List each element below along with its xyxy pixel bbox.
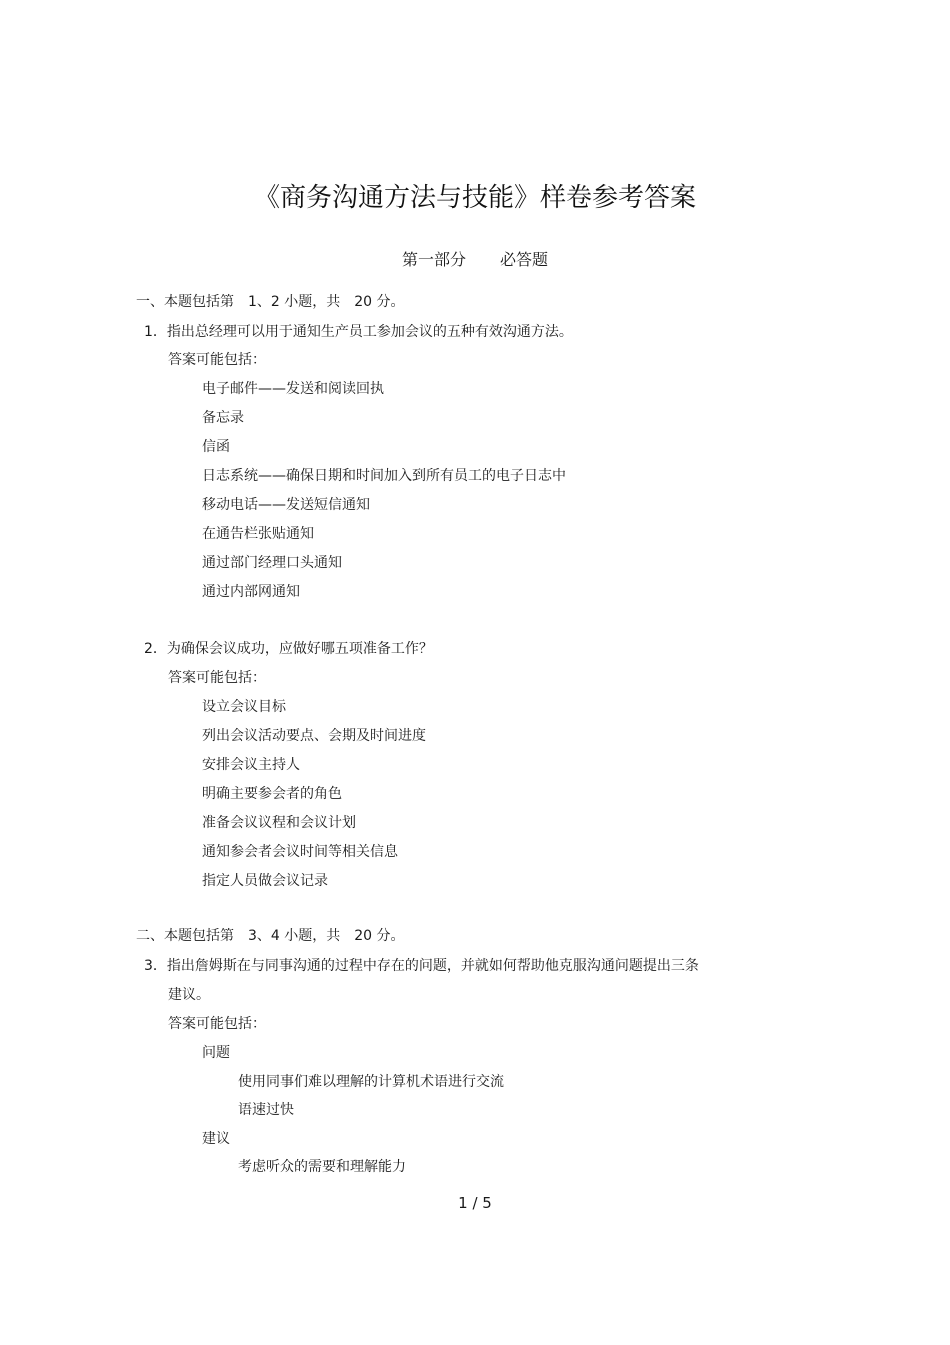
q3-answer-label: 答案可能包括： (168, 1016, 266, 1032)
q2-answer-item: 设立会议目标 (202, 699, 286, 715)
q3-problem-item: 使用同事们难以理解的计算机术语进行交流 (238, 1074, 504, 1090)
q1-answer-item: 电子邮件——发送和阅读回执 (202, 381, 384, 397)
q3-suggestion-label: 建议 (202, 1131, 230, 1147)
q1-answer-item: 备忘录 (202, 410, 244, 426)
q3-problem-item: 语速过快 (238, 1102, 294, 1118)
q1-answer-item: 信函 (202, 439, 230, 455)
page-number: 1 / 5 (458, 1194, 492, 1212)
section-1-header: 一、本题包括第 1、2 小题，共 20 分。 (136, 294, 405, 310)
q2-answer-label: 答案可能包括： (168, 670, 266, 686)
q3-suggestion-item: 考虑听众的需要和理解能力 (238, 1159, 406, 1175)
part-subtitle: 必答题 (500, 250, 549, 269)
q2-answer-item: 指定人员做会议记录 (202, 873, 328, 889)
q2-answer-item: 通知参会者会议时间等相关信息 (202, 844, 398, 860)
question-3: 3．指出詹姆斯在与同事沟通的过程中存在的问题，并就如何帮助他克服沟通问题提出三条 (144, 958, 699, 974)
q1-answer-label: 答案可能包括： (168, 352, 266, 368)
q1-answer-item: 通过内部网通知 (202, 584, 300, 600)
question-1: 1．指出总经理可以用于通知生产员工参加会议的五种有效沟通方法。 (144, 324, 573, 340)
document-title: 《商务沟通方法与技能》样卷参考答案 (253, 183, 696, 213)
question-3-continuation: 建议。 (168, 987, 210, 1003)
q3-problem-label: 问题 (202, 1045, 230, 1061)
section-2-header: 二、本题包括第 3、4 小题，共 20 分。 (136, 928, 405, 944)
q2-answer-item: 明确主要参会者的角色 (202, 786, 342, 802)
q1-answer-item: 日志系统——确保日期和时间加入到所有员工的电子日志中 (202, 468, 566, 484)
q1-answer-item: 通过部门经理口头通知 (202, 555, 342, 571)
part-label: 第一部分 (401, 250, 466, 269)
q2-answer-item: 列出会议活动要点、会期及时间进度 (202, 728, 426, 744)
q1-answer-item: 在通告栏张贴通知 (202, 526, 314, 542)
q2-answer-item: 准备会议议程和会议计划 (202, 815, 356, 831)
q1-answer-item: 移动电话——发送短信通知 (202, 497, 370, 513)
question-2: 2．为确保会议成功，应做好哪五项准备工作？ (144, 641, 433, 657)
part-heading (0, 248, 950, 272)
q2-answer-item: 安排会议主持人 (202, 757, 300, 773)
